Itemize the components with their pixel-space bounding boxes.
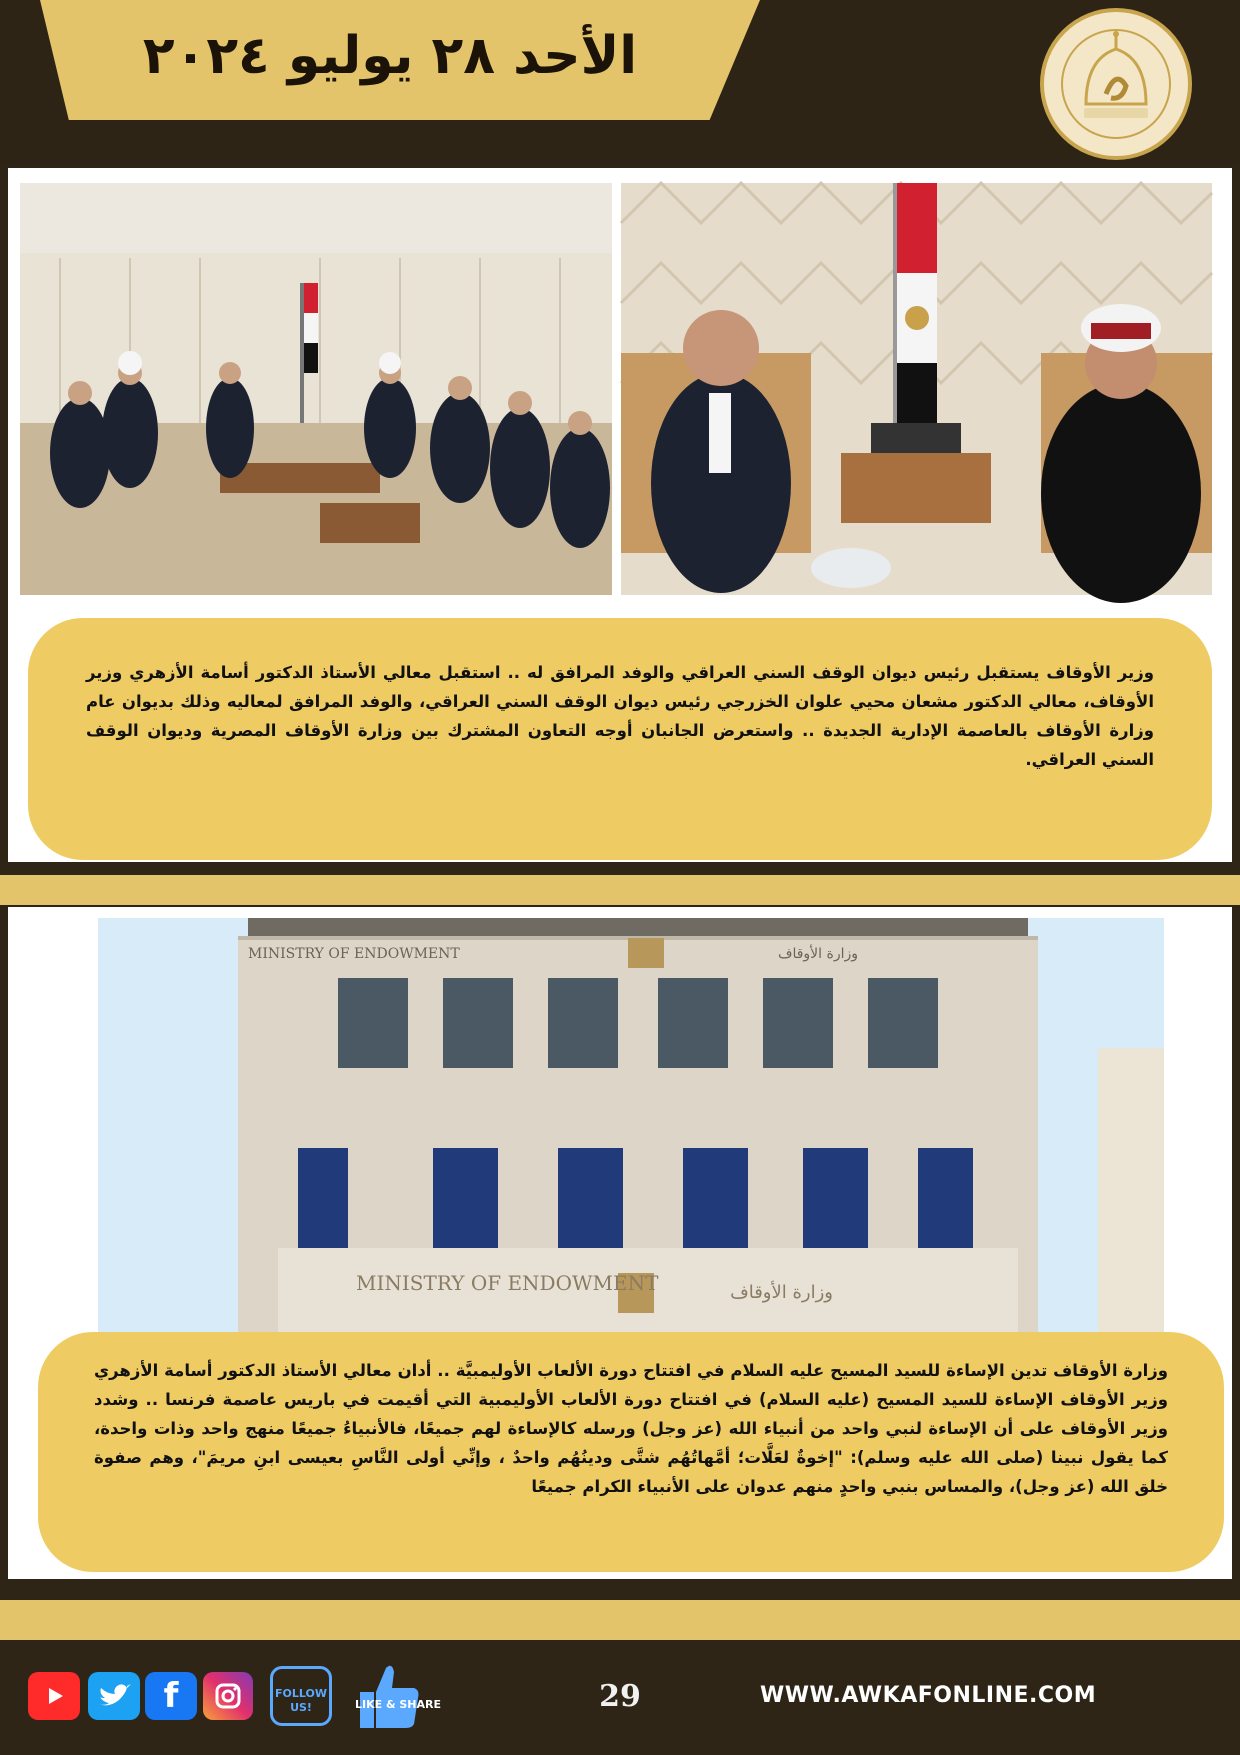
instagram-icon[interactable] [203,1672,253,1720]
minister-meeting-closeup-photo [621,183,1212,595]
sign-ar-top: وزارة الأوقاف [777,946,858,962]
footer-strip [0,1600,1240,1640]
facebook-icon[interactable]: f [145,1672,197,1720]
sign-ar-bottom: وزارة الأوقاف [730,1282,833,1303]
page-number: 29 [599,1679,641,1714]
like-share-label: LIKE & SHARE [354,1698,442,1711]
twitter-icon[interactable] [88,1672,140,1720]
article-1-caption: وزير الأوقاف يستقبل رئيس ديوان الوقف السني العراقي والوفد المرافق له .. استقبل معالي الأستاذ الدكتور أسامة الأزهري وزير الأوقاف، معالي الدكتور مشعان محيي علوان الخزرجي رئيس ديوان الوقف السني العراقي، والوفد المرافق لمعاليه وذلك بديوان عام وزارة الأوقاف بالعاصمة الإدارية الجديدة .. واستعرض الجانبان أوجه التعاون المشترك بين وزارة الأوقاف المصرية وديوان الوقف السني العراقي. [28,618,1212,860]
website-link[interactable]: WWW.AWKAFONLINE.COM [760,1683,1097,1708]
page-date: الأحد ٢٨ يوليو ٢٠٢٤ [142,26,638,86]
divider-strip [0,875,1240,905]
minister-meeting-group-photo [20,183,612,595]
youtube-icon[interactable] [28,1672,80,1720]
sign-en-bottom: MINISTRY OF ENDOWMENT [356,1271,659,1295]
follow-us-badge[interactable]: FOLLOW US! [270,1666,332,1726]
article-2-caption: وزارة الأوقاف تدين الإساءة للسيد المسيح عليه السلام في افتتاح دورة الألعاب الأوليمبيَّة .. أدان معالي الأستاذ الدكتور أسامة الأزهري وزير الأوقاف الإساءة للسيد المسيح (عليه السلام) في افتتاح دورة الألعاب الأوليمبية التي أقيمت في باريس عاصمة فرنسا .. وشدد وزير الأوقاف على أن الإساءة لنبي واحد من أنبياء الله (عز وجل) ورسله كالإساءة لهم جميعًا، فالأنبياءُ جميعًا منهج واحد وذات واحدة، كما يقول نبينا (صلى الله عليه وسلم): "إخوةٌ لعَلَّات؛ أمَّهاتُهُم شتَّى ودينُهُم واحدٌ ، وإنِّي أولى النَّاسِ بعيسى ابنِ مريمَ"، وهم صفوة خلق الله (عز وجل)، والمساس بنبي واحدٍ منهم عدوان على الأنبياء الكرام جميعًا [38,1332,1224,1572]
sign-en-top: MINISTRY OF ENDOWMENT [248,946,460,962]
like-share-icon[interactable] [352,1658,442,1734]
ministry-building-photo [98,918,1164,1336]
awqaf-logo-icon [1040,8,1192,160]
